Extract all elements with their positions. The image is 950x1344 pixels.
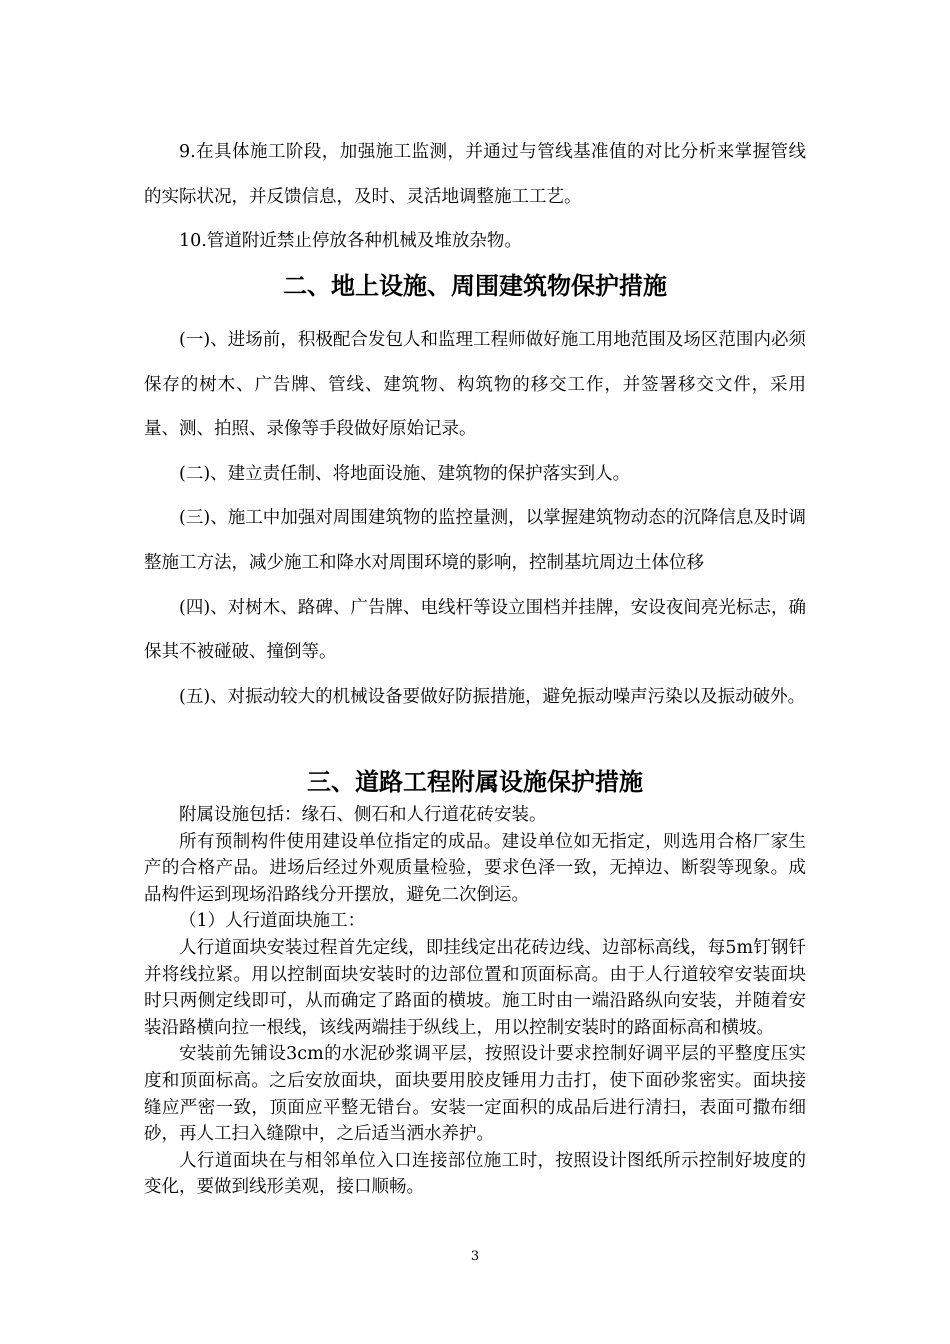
paragraph: (一)、进场前，积极配合发包人和监理工程师做好施工用地范围及场区范围内必须保存的树木、广告牌、管线、建筑物、构筑物的移交工作，并签署移交文件，采用量、测、拍照、录像等手段做好原始记录。 [144, 330, 806, 440]
paragraph: （1）人行道面块施工： [179, 911, 366, 932]
paragraph: 9.在具体施工阶段，加强施工监测，并通过与管线基准值的对比分析来掌握管线的实际状况，并反馈信息，及时、灵活地调整施工工艺。 [144, 142, 806, 207]
paragraph: (二)、建立责任制、将地面设施、建筑物的保护落实到人。 [179, 463, 631, 484]
protection-section [144, 318, 806, 719]
section-heading-2: 二、地上设施、周围建筑物保护措施 [283, 272, 667, 300]
section-heading-3: 三、道路工程附属设施保护措施 [307, 768, 643, 796]
paragraph: 人行道面块在与相邻单位入口连接部位施工时，按照设计图纸所示控制好坡度的变化，要做到线形美观，接口顺畅。 [144, 1150, 806, 1198]
paragraph: 所有预制构件使用建设单位指定的成品。建设单位如无指定，则选用合格厂家生产的合格产品。进场后经过外观质量检验，要求色泽一致，无掉边、断裂等现象。成品构件运到现场沿路线分开摆放，避免二次倒运。 [144, 831, 806, 905]
paragraph: (三)、施工中加强对周围建筑物的监控量测，以掌握建筑物动态的沉降信息及时调整施工方法，减少施工和降水对周围环境的影响，控制基坑周边土体位移 [144, 508, 806, 573]
page-number: 3 [470, 1249, 480, 1264]
monitoring-section [144, 130, 806, 264]
paragraph: 10.管道附近禁止停放各种机械及堆放杂物。 [179, 231, 522, 252]
paragraph: 人行道面块安装过程首先定线，即挂线定出花砖边线、边部标高线，每5m钉钢钎并将线拉紧。用以控制面块安装时的边部位置和顶面标高。由于人行道较窄安装面块时只两侧定线即可，从而确定了路面的横坡。施工时由一端沿路纵向安装，并随着安装沿路横向拉一根线，该线两端挂于纵线上，用以控制安装时的路面标高和横坡。 [144, 937, 806, 1038]
paragraph: (四)、对树木、路碑、广告牌、电线杆等设立围档并挂牌，安设夜间亮光标志，确保其不被碰破、撞倒等。 [144, 597, 806, 663]
paragraph: (五)、对振动较大的机械设备要做好防振措施，避免振动噪声污染以及振动破外。 [179, 686, 806, 707]
paragraph: 安装前先铺设3cm的水泥砂浆调平层，按照设计要求控制好调平层的平整度压实度和顶面标高。之后安放面块，面块要用胶皮锤用力击打，使下面砂浆密实。面块接缝应严密一致，顶面应平整无错台。安装一定面积的成品后进行清扫，表面可撒布细砂，再人工扫入缝隙中，之后适当洒水养护。 [144, 1044, 806, 1145]
auxiliary-section [144, 802, 806, 1201]
paragraph: 附属设施包括：缘石、侧石和人行道花砖安装。 [179, 805, 547, 825]
